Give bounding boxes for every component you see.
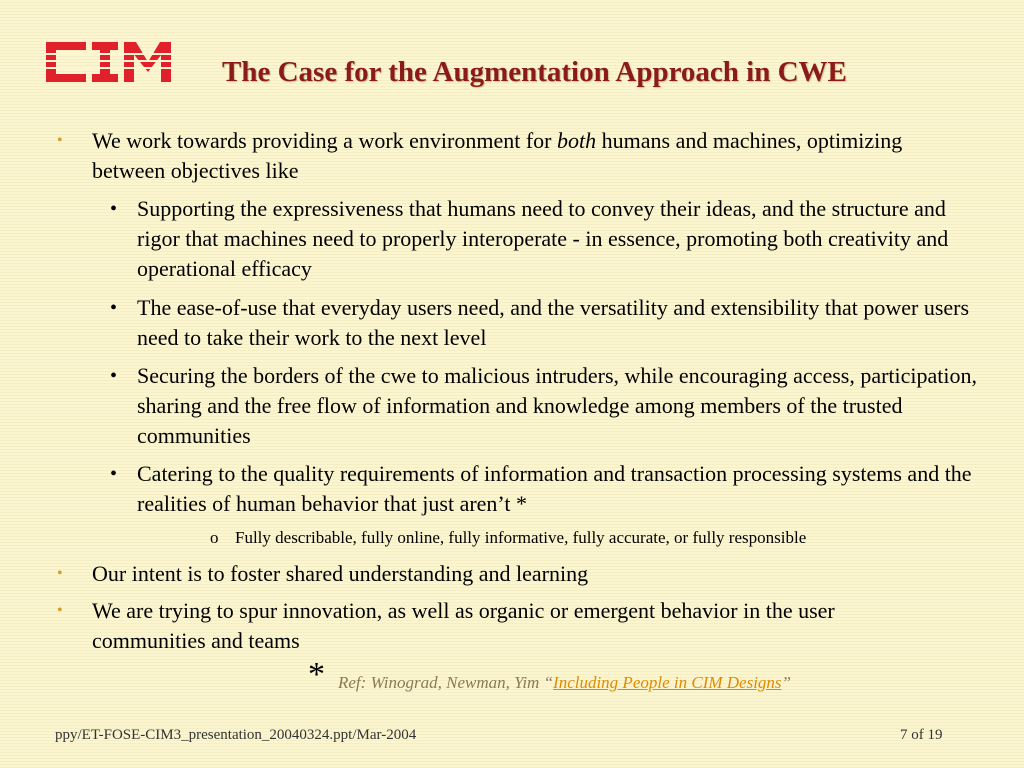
sub-bullet-quality-requirements: Catering to the quality requirements of information and transaction processing systems and the realities of human behavior that just aren’t * (137, 461, 972, 516)
sub-bullet-securing-borders: Securing the borders of the cwe to malicious intruders, while encouraging access, participation, sharing and the free flow of information and knowledge among members of the trusted communities (137, 363, 978, 448)
reference-star: * (308, 656, 325, 693)
bullet-icon: • (110, 463, 118, 485)
sub-bullet-ease-of-use: The ease-of-use that everyday users need, and the versatility and extensibility that power users need to take their work to the next level (137, 295, 970, 350)
bullet-item-spur-innovation: We are trying to spur innovation, as well as organic or emergent behavior in the user communities and teams (92, 598, 835, 653)
reference-note: Ref: Winograd, Newman, Yim “Including People in CIM Designs” (338, 673, 792, 692)
bullet-icon: o (210, 528, 219, 547)
bullet-icon: • (110, 365, 118, 387)
page-number: 7 of 19 (900, 727, 943, 743)
sub-bullet-expressiveness: Supporting the expressiveness that humans need to convey their ideas, and the structure and rigor that machines need to properly interoperate - in essence, promoting both creativity and operational efficacy (137, 196, 949, 281)
bullet-icon: • (57, 565, 63, 582)
bullet-item-work-environment: We work towards providing a work environment for both humans and machines, optimizing between objectives like (92, 128, 903, 183)
bullet-icon: • (110, 297, 118, 319)
sub-sub-bullet-fully-describable: Fully describable, fully online, fully informative, fully accurate, or fully responsible (235, 528, 807, 547)
bullet-icon: • (57, 132, 63, 149)
slide-title: The Case for the Augmentation Approach in CWE (222, 56, 847, 88)
reference-link[interactable]: Including People in CIM Designs (553, 673, 782, 692)
bullet-icon: • (57, 602, 63, 619)
footer-filename: ppy/ET-FOSE-CIM3_presentation_20040324.ppt/Mar-2004 (55, 727, 417, 743)
bullet-item-shared-understanding: Our intent is to foster shared understanding and learning (92, 561, 589, 586)
bullet-icon: • (110, 198, 118, 220)
